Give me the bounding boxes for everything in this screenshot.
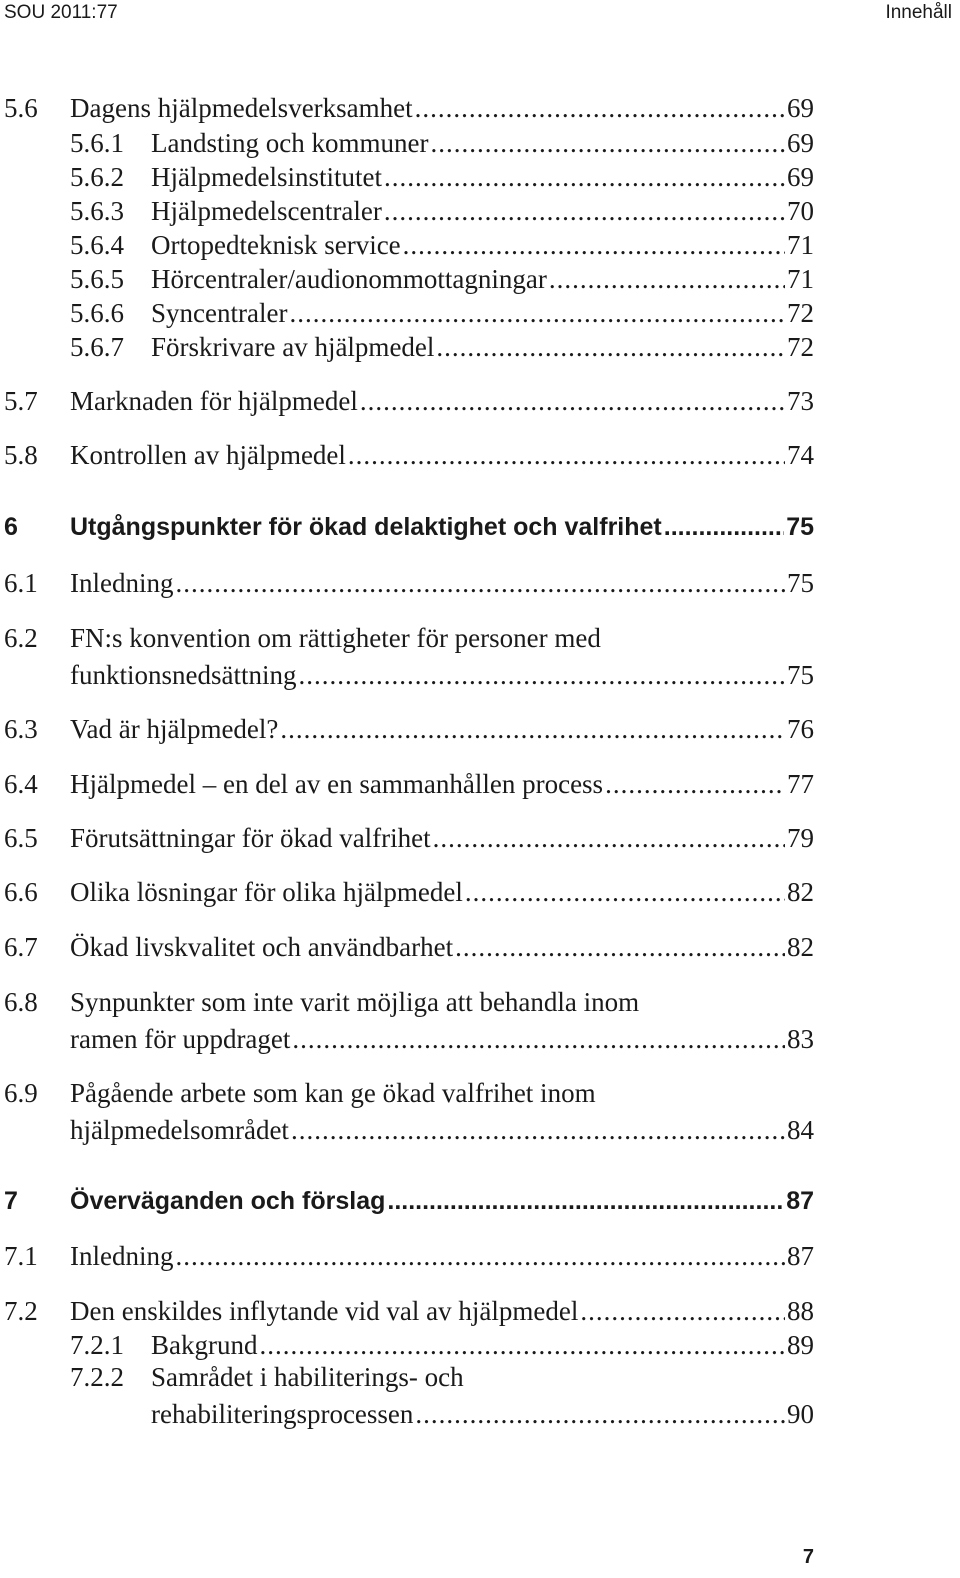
toc-entry-title: Hjälpmedel – en del av en sammanhållen process <box>70 769 604 799</box>
running-header-right: Innehåll <box>885 2 952 23</box>
toc-entry-page: 69 <box>787 93 814 123</box>
dot-leader <box>387 1183 784 1219</box>
toc-entry[interactable] <box>0 1327 814 1363</box>
toc-entry[interactable] <box>0 929 814 965</box>
toc-entry[interactable] <box>0 227 814 263</box>
toc-entry-line <box>70 874 814 910</box>
toc-entry-page: 70 <box>787 196 814 226</box>
toc-entry-title: Landsting och kommuner <box>151 128 429 158</box>
dot-leader <box>259 1327 785 1363</box>
toc-entry-title: Förutsättningar för ökad valfrihet <box>70 823 431 853</box>
dot-leader <box>580 1293 785 1329</box>
toc-entry-number: 7.1 <box>4 1241 38 1271</box>
toc-entry-page: 82 <box>787 932 814 962</box>
toc-entry-title-first-line: Synpunkter som inte varit möjliga att behandla inom <box>70 987 640 1017</box>
toc-entry[interactable] <box>0 1362 814 1432</box>
dot-leader <box>384 193 785 229</box>
toc-entry-number: 7.2 <box>4 1296 38 1326</box>
toc-entry-title: Vad är hjälpmedel? <box>70 714 279 744</box>
toc-entry-line <box>151 227 814 263</box>
toc-entry[interactable] <box>0 766 814 802</box>
toc-entry-number: 5.7 <box>4 386 38 416</box>
toc-entry-line <box>151 1396 814 1432</box>
toc-entry-line <box>70 1293 814 1329</box>
toc-entry-page: 75 <box>787 568 814 598</box>
toc-entry-line <box>151 261 814 297</box>
toc-entry-line <box>70 657 814 693</box>
toc-entry-line <box>70 766 814 802</box>
toc-entry-title: Överväganden och förslag <box>70 1187 386 1215</box>
toc-entry-page: 73 <box>787 386 814 416</box>
toc-entry-number: 6.7 <box>4 932 38 962</box>
toc-entry[interactable] <box>0 383 814 419</box>
toc-entry-page: 82 <box>787 877 814 907</box>
dot-leader <box>280 711 785 747</box>
toc-entry-number: 7.2.2 <box>70 1362 124 1392</box>
dot-leader <box>415 1396 785 1432</box>
toc-entry-number: 6.5 <box>4 823 38 853</box>
dot-leader <box>360 383 785 419</box>
toc-entry-title: ramen för uppdraget <box>70 1024 291 1054</box>
dot-leader <box>175 1238 785 1274</box>
toc-entry-title: Inledning <box>70 568 174 598</box>
toc-entry-title: Den enskildes inflytande vid val av hjälpmedel <box>70 1296 579 1326</box>
toc-entry-line <box>70 1238 814 1274</box>
toc-entry-number: 6.3 <box>4 714 38 744</box>
toc-entry-number: 7 <box>4 1187 18 1215</box>
dot-leader <box>348 437 785 473</box>
toc-entry[interactable] <box>0 820 814 856</box>
toc-entry-number: 6.4 <box>4 769 38 799</box>
toc-entry-title: Dagens hjälpmedelsverksamhet <box>70 93 413 123</box>
toc-entry-title: Marknaden för hjälpmedel <box>70 386 358 416</box>
toc-chapter-entry[interactable] <box>0 509 814 545</box>
toc-entry-title: Utgångspunkter för ökad delaktighet och valfrihet <box>70 513 662 541</box>
dot-leader <box>549 261 785 297</box>
toc-entry[interactable] <box>0 261 814 297</box>
toc-entry[interactable] <box>0 125 814 161</box>
toc-entry-number: 6.8 <box>4 987 38 1017</box>
toc-entry-line <box>151 329 814 365</box>
toc-entry-number: 5.6.4 <box>70 230 124 260</box>
toc-entry[interactable] <box>0 623 814 693</box>
toc-entry-title: Ökad livskvalitet och användbarhet <box>70 932 454 962</box>
toc-entry-number: 5.6.7 <box>70 332 124 362</box>
dot-leader <box>175 565 785 601</box>
toc-entry[interactable] <box>0 565 814 601</box>
toc-entry-page: 88 <box>787 1296 814 1326</box>
toc-entry-line <box>70 565 814 601</box>
dot-leader <box>436 329 785 365</box>
toc-entry-page: 75 <box>787 660 814 690</box>
running-header-left: SOU 2011:77 <box>4 2 118 23</box>
toc-entry[interactable] <box>0 987 814 1057</box>
toc-entry[interactable] <box>0 295 814 331</box>
toc-entry-page: 69 <box>787 128 814 158</box>
toc-entry-number: 6.2 <box>4 623 38 653</box>
dot-leader <box>433 820 785 856</box>
toc-entry-line <box>70 509 814 545</box>
toc-entry-number: 5.6.5 <box>70 264 124 294</box>
toc-entry-number: 5.6 <box>4 93 38 123</box>
toc-entry-line <box>70 1112 814 1148</box>
toc-entry-line <box>70 929 814 965</box>
toc-entry-line <box>70 1021 814 1057</box>
dot-leader <box>415 90 785 126</box>
toc-entry[interactable] <box>0 1078 814 1148</box>
toc-entry-line <box>151 125 814 161</box>
toc-entry-line <box>70 711 814 747</box>
toc-entry[interactable] <box>0 1293 814 1329</box>
toc-entry-number: 6 <box>4 513 18 541</box>
toc-entry-title: Bakgrund <box>151 1330 258 1360</box>
toc-entry-title-first-line: FN:s konvention om rättigheter för personer med <box>70 623 601 653</box>
toc-entry-number: 5.6.3 <box>70 196 124 226</box>
toc-entry-title: Ortopedteknisk service <box>151 230 401 260</box>
dot-leader <box>430 125 785 161</box>
toc-entry-number: 6.9 <box>4 1078 38 1108</box>
toc-entry-line <box>151 159 814 195</box>
dot-leader <box>289 295 785 331</box>
toc-entry-title: Förskrivare av hjälpmedel <box>151 332 435 362</box>
toc-entry-number: 5.6.6 <box>70 298 124 328</box>
toc-entry-page: 69 <box>787 162 814 192</box>
dot-leader <box>605 766 785 802</box>
toc-entry-page: 74 <box>787 440 814 470</box>
dot-leader <box>465 874 785 910</box>
toc-entry-page: 72 <box>787 298 814 328</box>
toc-entry-line <box>70 437 814 473</box>
toc-chapter-entry[interactable] <box>0 1183 814 1219</box>
toc-entry-page: 75 <box>786 513 814 541</box>
toc-entry-page: 77 <box>787 769 814 799</box>
toc-entry-title: Hjälpmedelsinstitutet <box>151 162 382 192</box>
toc-entry-page: 87 <box>787 1241 814 1271</box>
toc-entry[interactable] <box>0 1238 814 1274</box>
toc-entry[interactable] <box>0 159 814 195</box>
toc-entry-title: Hörcentraler/audionommottagningar <box>151 264 547 294</box>
dot-leader <box>292 1021 785 1057</box>
toc-entry-line <box>70 90 814 126</box>
toc-entry[interactable] <box>0 874 814 910</box>
dot-leader <box>455 929 785 965</box>
toc-entry-title: funktionsnedsättning <box>70 660 297 690</box>
toc-entry-line <box>70 1183 814 1219</box>
toc-entry-title-first-line: Pågående arbete som kan ge ökad valfrihet inom <box>70 1078 596 1108</box>
toc-entry-page: 71 <box>787 264 814 294</box>
toc-entry-title: Kontrollen av hjälpmedel <box>70 440 346 470</box>
toc-entry-page: 72 <box>787 332 814 362</box>
toc-entry-page: 87 <box>786 1187 814 1215</box>
toc-entry[interactable] <box>0 711 814 747</box>
toc-entry-page: 83 <box>787 1024 814 1054</box>
toc-entry-title: hjälpmedelsområdet <box>70 1115 289 1145</box>
toc-entry-line <box>151 1327 814 1363</box>
toc-entry-page: 90 <box>787 1399 814 1429</box>
toc-entry-page: 79 <box>787 823 814 853</box>
toc-entry-number: 6.1 <box>4 568 38 598</box>
toc-entry-line <box>151 193 814 229</box>
toc-entry[interactable] <box>0 437 814 473</box>
toc-entry-number: 5.6.1 <box>70 128 124 158</box>
toc-entry-title: Inledning <box>70 1241 174 1271</box>
toc-entry[interactable] <box>0 90 814 126</box>
toc-entry-page: 84 <box>787 1115 814 1145</box>
toc-entry-number: 6.6 <box>4 877 38 907</box>
toc-entry[interactable] <box>0 193 814 229</box>
dot-leader <box>384 159 785 195</box>
toc-entry-line <box>151 295 814 331</box>
toc-entry-title: Syncentraler <box>151 298 288 328</box>
toc-entry-title-first-line: Samrådet i habiliterings- och <box>151 1362 464 1392</box>
toc-entry-line <box>70 383 814 419</box>
dot-leader <box>664 509 784 545</box>
toc-entry-page: 89 <box>787 1330 814 1360</box>
page-number: 7 <box>802 1546 814 1568</box>
toc-entry-number: 5.6.2 <box>70 162 124 192</box>
toc-entry-line <box>70 820 814 856</box>
toc-entry[interactable] <box>0 329 814 365</box>
dot-leader <box>403 227 785 263</box>
dot-leader <box>291 1112 785 1148</box>
toc-entry-page: 71 <box>787 230 814 260</box>
dot-leader <box>298 657 785 693</box>
toc-entry-page: 76 <box>787 714 814 744</box>
toc-entry-title: Hjälpmedelscentraler <box>151 196 382 226</box>
toc-entry-title: rehabiliteringsprocessen <box>151 1399 414 1429</box>
toc-entry-number: 5.8 <box>4 440 38 470</box>
toc-entry-number: 7.2.1 <box>70 1330 124 1360</box>
toc-entry-title: Olika lösningar för olika hjälpmedel <box>70 877 463 907</box>
